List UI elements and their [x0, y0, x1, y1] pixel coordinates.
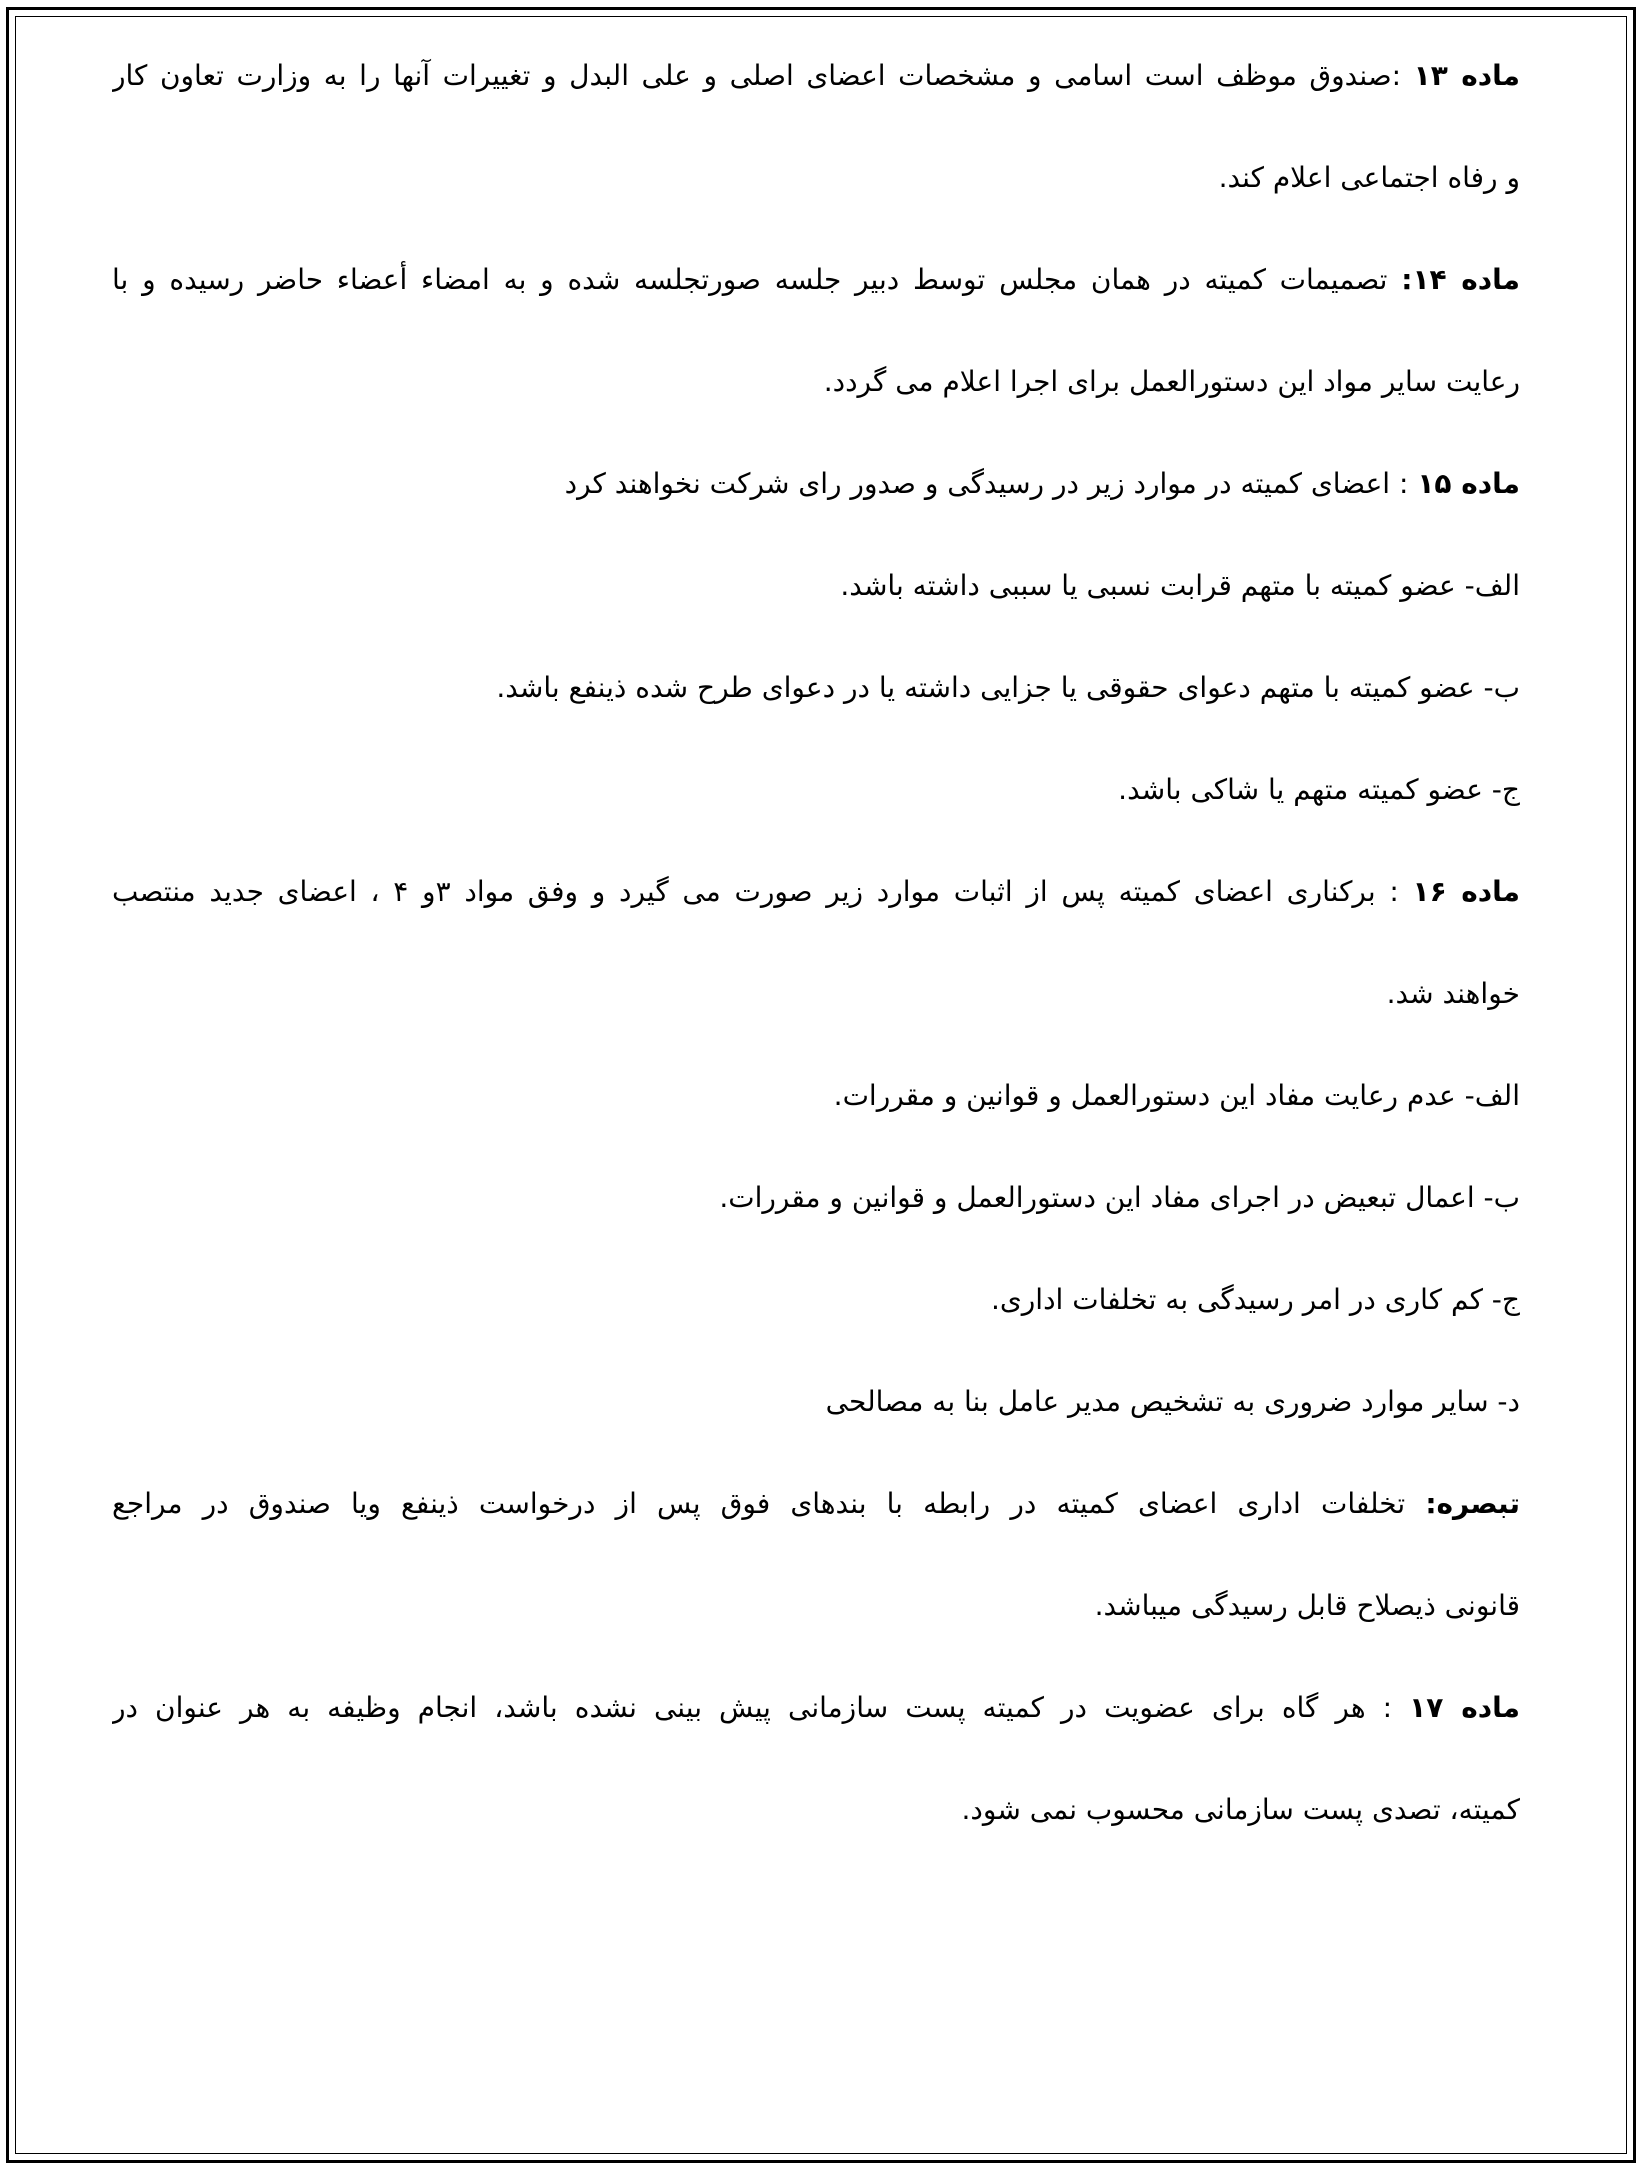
document-body — [112, 42, 1520, 1878]
note-line-2: قانونی ذیصلاح قابل رسیدگی میباشد. — [1094, 1589, 1520, 1622]
article-17-heading: ماده ۱۷ — [1409, 1691, 1520, 1724]
note-line-1: تبصره: تخلفات اداری اعضای کمیته در رابطه با بندهای فوق پس از درخواست ذینفع ویا صندوق در مراجع — [112, 1487, 1520, 1520]
article-15-item-a: الف- عضو کمیته با متهم قرابت نسبی یا سببی داشته باشد. — [840, 569, 1520, 602]
article-14-line-2: رعایت سایر مواد این دستورالعمل برای اجرا اعلام می گردد. — [823, 365, 1520, 398]
article-13-line-2: و رفاه اجتماعی اعلام کند. — [1218, 161, 1520, 194]
article-15-item-b: ب- عضو کمیته با متهم دعوای حقوقی یا جزایی داشته یا در دعوای طرح شده ذینفع باشد. — [496, 671, 1520, 704]
article-16-heading: ماده ۱۶ — [1412, 875, 1520, 908]
article-13-heading: ماده ۱۳ — [1413, 59, 1520, 92]
note-heading: تبصره: — [1425, 1487, 1520, 1520]
article-16-line-1: ماده ۱۶ : برکناری اعضای کمیته پس از اثبات موارد زیر صورت می گیرد و وفق مواد ۳و ۴ ، اعضای جدید منتصب — [112, 875, 1520, 908]
article-13-line-1: ماده ۱۳ :صندوق موظف است اسامی و مشخصات اعضای اصلی و علی البدل و تغییرات آنها را به وزارت تعاون کار — [112, 59, 1520, 92]
article-17-line-1: ماده ۱۷ : هر گاه برای عضویت در کمیته پست سازمانی پیش بینی نشده باشد، انجام وظیفه به هر عنوان در — [112, 1691, 1520, 1724]
article-16-item-b: ب- اعمال تبعیض در اجرای مفاد این دستورالعمل و قوانین و مقررات. — [719, 1181, 1520, 1214]
article-14-line-1: ماده ۱۴: تصمیمات کمیته در همان مجلس توسط دبیر جلسه صورتجلسه شده و به امضاء أعضاء حاضر رسیده و با — [112, 263, 1520, 296]
article-15-heading: ماده ۱۵ — [1417, 467, 1520, 500]
article-17-line-2: کمیته، تصدی پست سازمانی محسوب نمی شود. — [961, 1793, 1520, 1826]
article-16-item-d: د- سایر موارد ضروری به تشخیص مدیر عامل بنا به مصالحی — [825, 1385, 1520, 1418]
article-14-heading: ماده ۱۴: — [1401, 263, 1520, 296]
article-16-item-c: ج- کم کاری در امر رسیدگی به تخلفات اداری. — [990, 1283, 1520, 1316]
article-16-item-a: الف- عدم رعایت مفاد این دستورالعمل و قوانین و مقررات. — [833, 1079, 1520, 1112]
article-15-item-c: ج- عضو کمیته متهم یا شاکی باشد. — [1118, 773, 1520, 806]
article-16-line-2: خواهند شد. — [1386, 977, 1520, 1010]
article-15-line-1: ماده ۱۵ : اعضای کمیته در موارد زیر در رسیدگی و صدور رای شرکت نخواهند کرد — [564, 467, 1520, 500]
